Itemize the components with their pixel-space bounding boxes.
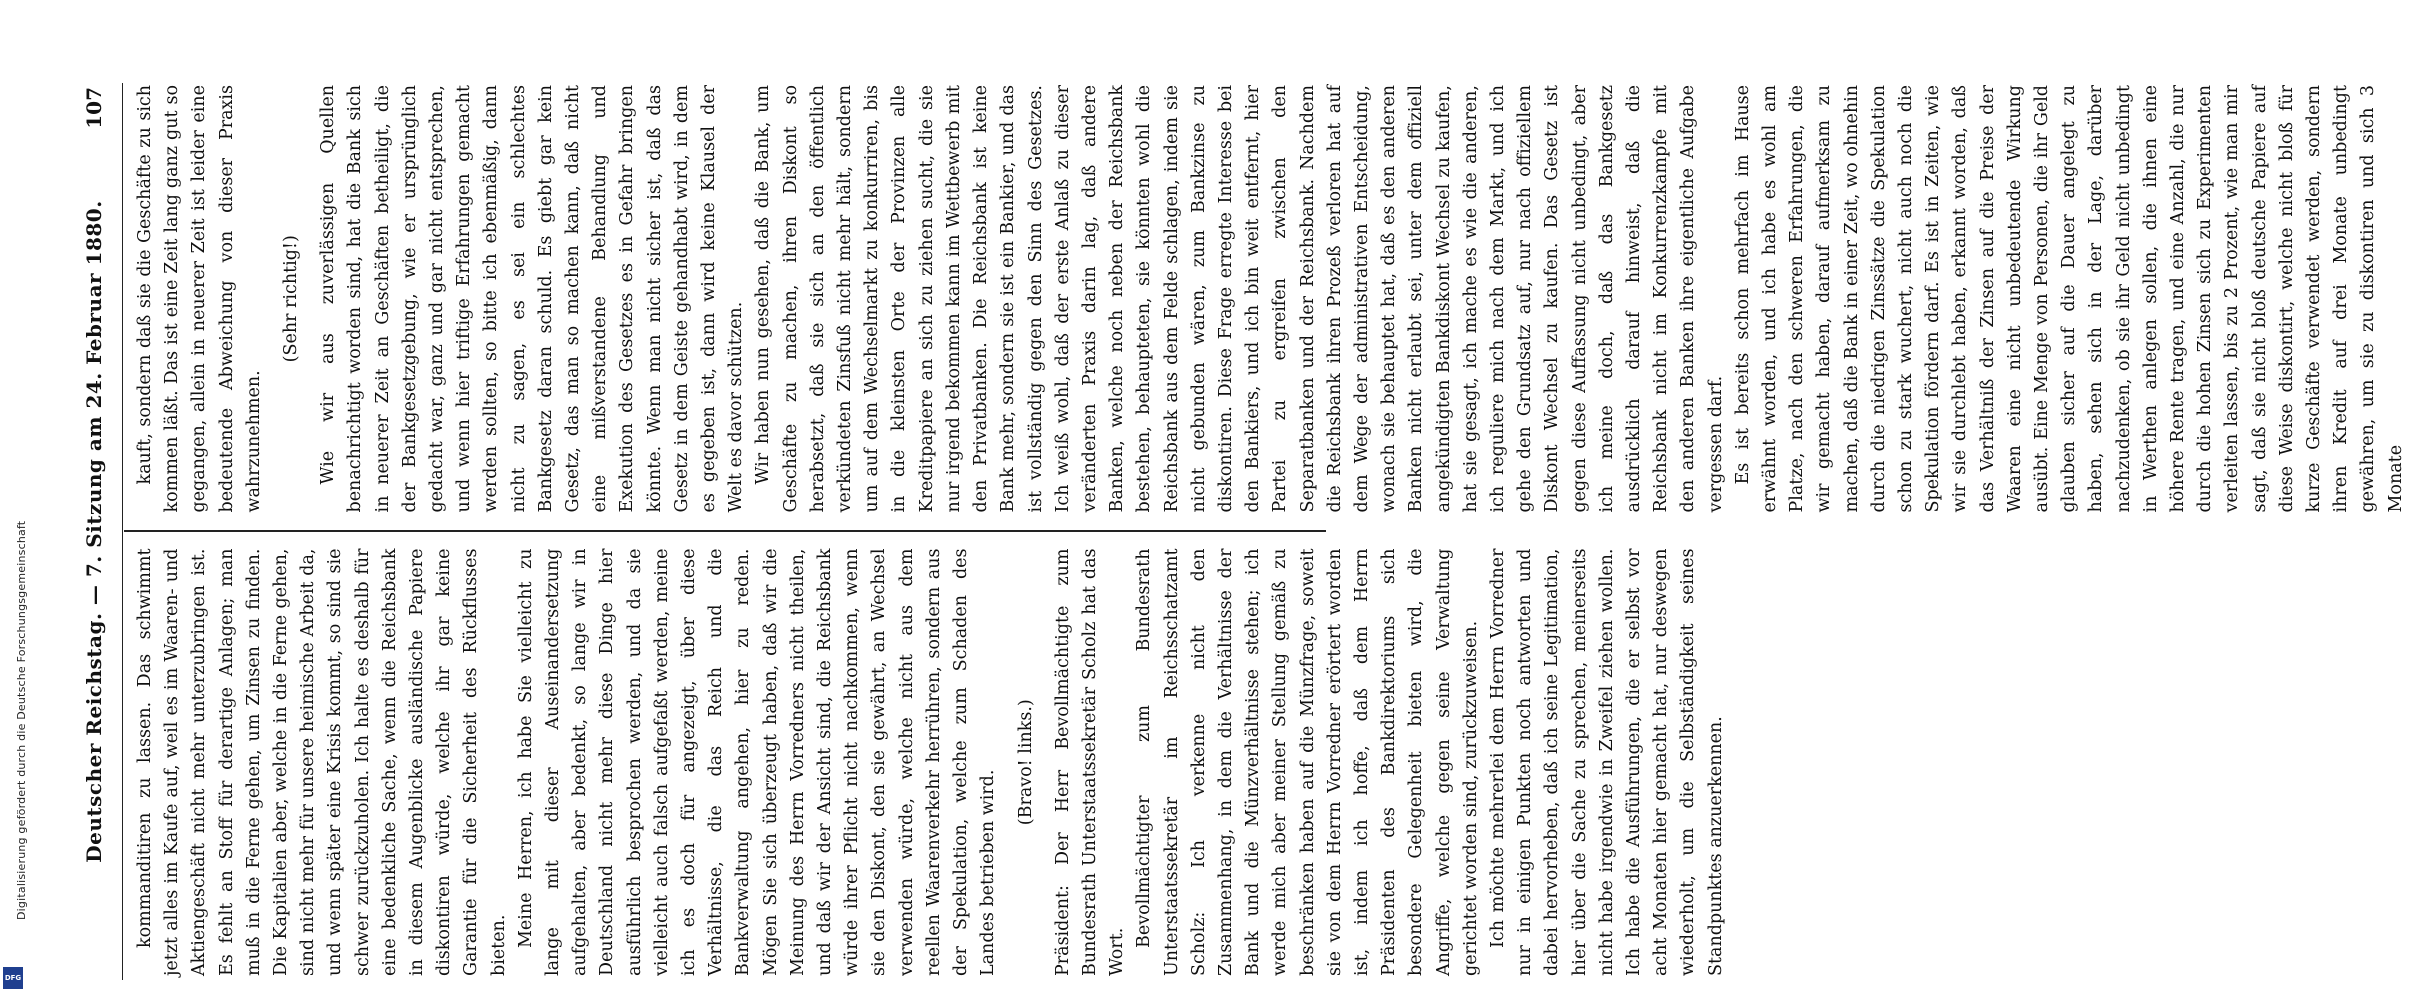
page-number: 107 [82, 87, 106, 129]
interjection: (Sehr richtig!) [281, 235, 302, 363]
paragraph: kommanditiren zu lassen. Das schwimmt jetzt alles im Kaufe auf, weil es im Waaren- und Aktiengeschäft nicht mehr unterzubringen ist. Es fehlt an Stoff für derartige Anlagen; man muß in die Ferne gehen, um Zinsen zu finden. Die Kapitalien aber, welche in die Ferne gehen, sind nicht mehr für unsere heimische Arbeit da, und wenn später eine Krisis kommt, so sind sie schwer zurückzuholen. Ich halte es deshalb für eine bedenkliche Sache, wenn die Reichsbank in diesem Augenblicke ausländische Papiere diskontiren würde, welche ihr gar keine Garantie für die Sicherheit des Rückflusses bieten. [135, 548, 509, 976]
paragraph: Meine Herren, ich habe Sie vielleicht zu lange mit dieser Auseinandersetzung aufgehalten, aber bedenkt, so lange wir in Deutschland nicht mehr diese Dinge hier ausführlich besprochen werden, und da sie vielleicht auch falsch aufgefaßt werden, meine ich es doch für angezeigt, über diese Verhältnisse, die das Reich und die Bankverwaltung angehen, hier zu reden. Mögen Sie sich überzeugt haben, daß wir die Meinung des Herrn Vorredners nicht theilen, und daß wir der Ansicht sind, die Reichsbank würde ihrer Pflicht nicht nachkommen, wenn sie den Diskont, den sie gewährt, an Wechsel verwenden würde, welche nicht aus dem reellen Waarenverkehr herrühren, sondern aus der Spekulation, welche zum Schaden des Landes betrieben wird. [515, 548, 999, 976]
left-column [124, 533, 1726, 981]
page-header [76, 83, 123, 980]
paragraph: Bevollmächtigter zum Bundesrath Unterstaatssekretär im Reichsschatzamt Scholz: Ich verkenne nicht den Zusammenhang, in dem die Verhältnisse der Bank und die Münzverhältnisse stehen; ich werde mich aber meiner Stellung gemäß zu beschränken haben auf die Münzfrage, soweit sie von dem Herrn Vorredner erörtert worden ist, indem ich hoffe, daß dem Herrn Präsidenten des Bankdirektoriums sich besondere Gelegenheit bieten wird, die Angriffe, welche gegen seine Verwaltung gerichtet worden sind, zurückzuweisen. [1134, 548, 1481, 976]
right-column [124, 83, 2406, 531]
text-columns [124, 83, 2406, 980]
credit-text: Digitalisierung gefördert durch die Deutsche Forschungsgemeinschaft [15, 520, 28, 920]
speaker-paragraph: Präsident: Der Herr Bevollmächtigte zum Bundesrath Unterstaatssekretär Scholz hat das Wort. [1052, 548, 1128, 976]
document-page [58, 55, 2406, 1000]
digitization-credit [0, 0, 30, 1000]
paragraph: kauft, sondern daß sie die Geschäfte zu sich kommen läßt. Das ist eine Zeit lang ganz gut so gegangen, allein in neuerer Zeit ist leider eine bedeutende Abweichung von dieser Praxis wahrzunehmen. [135, 85, 264, 513]
column-divider [124, 531, 1326, 533]
paragraph: Es ist bereits schon mehrfach im Hause erwähnt worden, und ich habe es wohl am Platze, nach den schweren Erfahrungen, die wir gemacht haben, darauf aufmerksam zu machen, daß die Bank in einer Zeit, wo ohnehin durch die niedrigen Zinssätze die Spekulation schon zu stark wuchert, nicht auch noch die Spekulation fördern darf. Es ist in Zeiten, wie wir sie durchlebt haben, erkannt worden, daß das Verhältniß der Zinsen auf die Preise der Waaren eine nicht unbedeutende Wirkung ausübt. Eine Menge von Personen, die ihr Geld glauben sicher auf die Dauer angelegt zu haben, sehen sich in der Lage, darüber nachzudenken, ob sie ihr Geld nicht unbedingt in Werthen anlegen sollen, die ihnen eine höhere Rente tragen, und eine Anzahl, die nur durch die hohen Zinsen sich zu Experimenten verleiten lassen, bis zu 2 Prozent, wie man mir sagt, daß sie nicht bloß deutsche Papiere auf diese Weise diskontirt, welche nicht bloß für kurze Geschäfte verwendet werden, sondern ihren Kredit auf drei Monate unbedingt gewähren, um sie zu diskontiren und sich 3 Monate [1732, 85, 2406, 513]
interjection: (Bravo! links.) [1015, 699, 1036, 826]
paragraph: Wir haben nun gesehen, daß die Bank, um Geschäfte zu machen, ihren Diskont so herabsetzt, daß sie sich an den öffentlich verkündeten Zinsfuß nicht mehr hält, sondern um auf dem Wechselmarkt zu konkurriren, bis in die kleinsten Orte der Provinzen alle Kreditpapiere an sich zu ziehen sucht, die sie nur irgend bekommen kann im Wettbewerb mit den Privatbanken. Die Reichsbank ist keine Bank mehr, sondern sie ist ein Bankier, und das ist vollständig gegen den Sinn des Gesetzes. Ich weiß wohl, daß der erste Anlaß zu dieser veränderten Praxis darin lag, daß andere Banken, welche noch neben der Reichsbank bestehen, behaupteten, sie könnten wohl die Reichsbank aus dem Felde schlagen, indem sie nicht gebunden wären, zum Bankzinse zu diskontiren. Diese Frage erregte Interesse bei den Bankiers, und ich bin weit entfernt, hier Partei zu ergreifen zwischen den Separatbanken und der Reichsbank. Nachdem die Reichsbank ihren Prozeß verloren hat auf dem Wege der administrativen Entscheidung, wonach sie behauptet hat, daß es den anderen Banken nicht erlaubt sei, unter dem offiziell angekündigten Bankdiskont Wechsel zu kaufen, hat sie gesagt, ich mache es wie die anderen, ich reguliere mich nach dem Markt, und ich gehe den Grundsatz auf, nur nach offiziellem Diskont Wechsel zu kaufen. Das Gesetz ist gegen diese Auffassung nicht unbedingt, aber ich meine doch, daß das Bankgesetz ausdrücklich darauf hinweist, daß die Reichsbank nicht im Konkurrenzkampfe mit den anderen Banken ihre eigentliche Aufgabe vergessen darf. [753, 85, 1726, 513]
paragraph: Ich möchte mehrerlei dem Herrn Vorredner nur in einigen Punkten noch antworten und dabei hervorheben, daß ich seine Legitimation, hier über die Sache zu sprechen, meinerseits nicht habe irgendwie in Zweifel ziehen wollen. Ich habe die Ausführungen, die er selbst vor acht Monaten hier gemacht hat, nur deswegen wiederholt, um die Selbständigkeit seines Standpunktes anzuerkennen. [1487, 548, 1726, 976]
dfg-logo-icon: DFG [3, 967, 23, 989]
running-title: Deutscher Reichstag. — 7. Sitzung am 24. Februar 1880. [82, 200, 106, 863]
paragraph: Wie wir aus zuverlässigen Quellen benachrichtigt worden sind, hat die Bank sich in neuerer Zeit an Geschäften betheiligt, die der Bankgesetzgebung, wie er ursprünglich gedacht war, ganz und gar nicht entsprechen, und wenn hier triftige Erfahrungen gemacht werden sollten, so bitte ich ebenmäßig, dann nicht zu sagen, es sei ein schlechtes Bankgesetz daran schuld. Es giebt gar kein Gesetz, das man so machen kann, daß nicht eine mißverstandene Behandlung und Exekution des Gesetzes es in Gefahr bringen könnte. Wenn man nicht sicher ist, daß das Gesetz in dem Geiste gehandhabt wird, in dem es gegeben ist, dann wird keine Klausel der Welt es davor schützen. [318, 85, 747, 513]
